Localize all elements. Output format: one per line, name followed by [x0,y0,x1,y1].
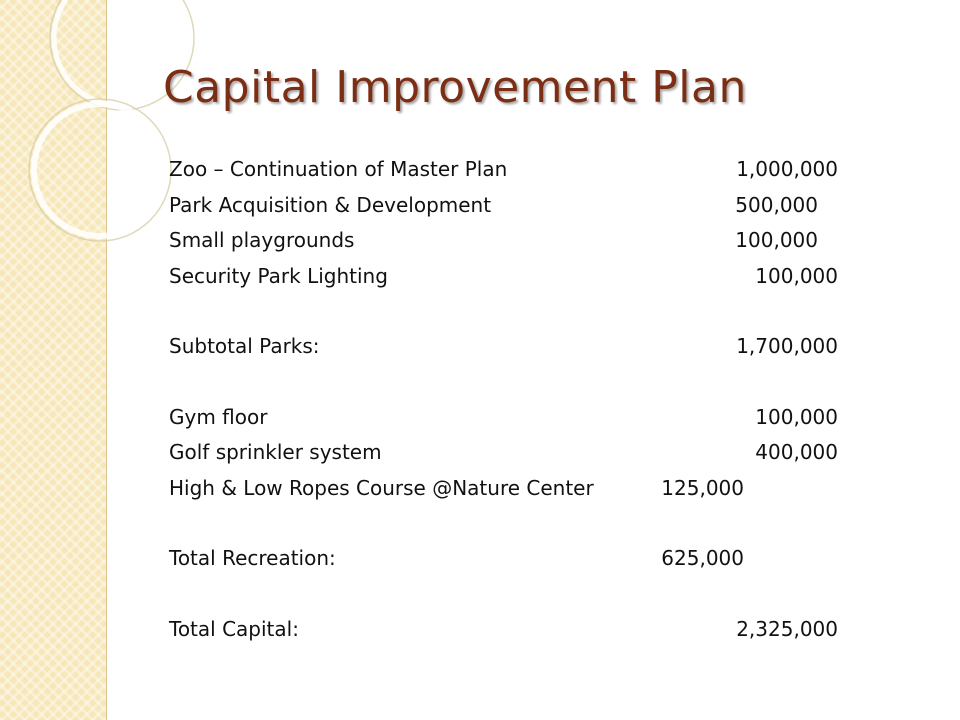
subtotal-label: Subtotal Parks: [169,334,320,358]
line-item-amount: 100,000 [735,228,818,252]
line-item-label: Gym floor [169,405,268,429]
line-item-label: Small playgrounds [169,228,355,252]
line-item-amount: 500,000 [735,193,818,217]
line-item-label: Security Park Lighting [169,264,388,288]
line-item-amount: 125,000 [661,476,744,500]
total-recreation-amount: 625,000 [661,546,744,570]
total-recreation-label: Total Recreation: [169,546,336,570]
line-item-amount: 1,000,000 [736,157,838,181]
subtotal-amount: 1,700,000 [736,334,838,358]
line-item-label: High & Low Ropes Course @Nature Center [169,476,594,500]
line-item-amount: 100,000 [755,405,838,429]
line-item [0,228,960,258]
line-item [0,440,960,470]
total-capital-label: Total Capital: [169,617,299,641]
page-title: Capital Improvement Plan [163,62,747,113]
line-item-amount: 400,000 [755,440,838,464]
line-item-label: Zoo – Continuation of Master Plan [169,157,508,181]
total-recreation-row [0,546,960,576]
total-capital-amount: 2,325,000 [736,617,838,641]
line-item-label: Golf sprinkler system [169,440,382,464]
line-item [0,264,960,294]
total-capital-row [0,617,960,647]
line-item [0,476,960,506]
line-item [0,157,960,187]
subtotal-row [0,334,960,364]
line-item-label: Park Acquisition & Development [169,193,492,217]
line-item [0,405,960,435]
line-item-amount: 100,000 [755,264,838,288]
line-item [0,193,960,223]
